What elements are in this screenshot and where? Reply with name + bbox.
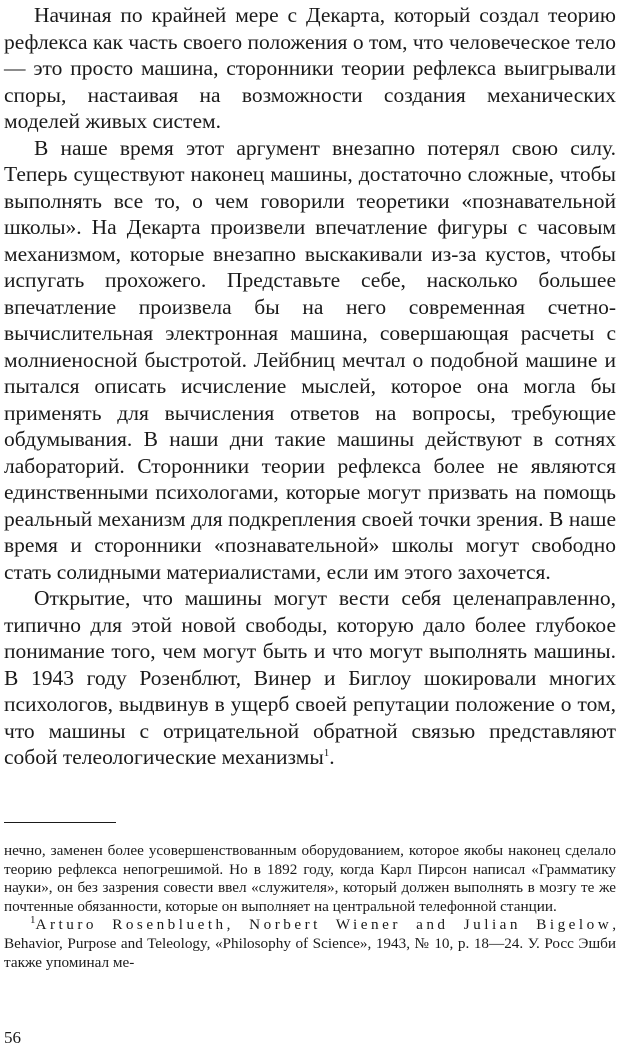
footnote-continuation: нечно, заменен более усовершенствованным оборудованием, которое якобы наконец сделало теорию рефлекса непогрешимой. Но в 1892 году, когда Карл Пирсон написал «Грамматику науки», он без зазрения совести ввел «служителя», который должен выполнять в мозгу те же почтенные обязанности, которые он выполняет на центральной телефонной станции.	[4, 842, 616, 915]
footnote-marker: 1	[30, 914, 36, 927]
paragraph-2: В наше время этот аргумент внезапно потерял свою силу. Теперь существуют наконец машины, достаточно сложные, чтобы выполнять все то, о чем говорили теоретики «познавательной школы». На Декарта произвели впечатление фигуры с часовым механизмом, которые внезапно выскакивали из-за кустов, чтобы испугать прохожего. Представьте себе, насколько большее впечатление произвела бы на него современная счетно-вычислительная электронная машина, совершающая расчеты с молниеносной быстротой. Лейбниц мечтал о подобной машине и пытался описать исчисление мыслей, которое она могла бы применять для вычисления ответов на вопросы, требующие обдумывания. В наши дни такие машины действуют в сотнях лабораторий. Сторонники теории рефлекса более не являются единственными психологами, которые могут призвать на помощь реальный механизм для подкрепления своей точки зрения. В наше время и сторонники «познавательной» школы могут свободно стать солидными материалистами, если им этого захочется.	[4, 135, 616, 584]
footnote-separator	[4, 822, 116, 823]
footnote-reference: 1	[323, 746, 330, 759]
paragraph-1: Начиная по крайней мере с Декарта, который создал теорию рефлекса как часть своего положения о том, что человеческое тело — это просто машина, сторонники теории рефлекса выигрывали споры, настаивая на возможности создания механических моделей живых систем.	[4, 3, 616, 133]
main-text	[4, 2, 616, 771]
footnote-1	[4, 916, 616, 972]
page-number: 56	[4, 1028, 21, 1047]
footnote-citation: , Behavior, Purpose and Teleology, «Philosophy of Science», 1943, № 10, p. 18—24. У. Росс Эшби также упоминал ме-	[4, 916, 616, 971]
paragraph-3: Открытие, что машины могут вести себя целенаправленно, типично для этой новой свободы, которую дало более глубокое понимание того, чем могут быть и что могут выполнять машины. В 1943 году Розенблют, Винер и Биглоу шокировали многих психологов, выдвинув в ущерб своей репутации положение о том, что машины с отрицательной обратной связью представляют собой телеологические механизмы$^1$.	[4, 586, 616, 769]
footnotes	[4, 842, 616, 972]
footnote-authors: Arturo Rosenblueth, Norbert Wiener and Julian Bigelow	[35, 916, 613, 934]
paragraph-3-text: Открытие, что машины могут вести себя целенаправленно, типично для этой новой свободы, которую дало более глубокое понимание того, чем могут быть и что могут выполнять машины. В 1943 году Розенблют, Винер и Биглоу шокировали многих психологов, выдвинув в ущерб своей репутации положение о том, что машины с отрицательной обратной связью представляют собой телеологические механизмы	[4, 586, 616, 769]
